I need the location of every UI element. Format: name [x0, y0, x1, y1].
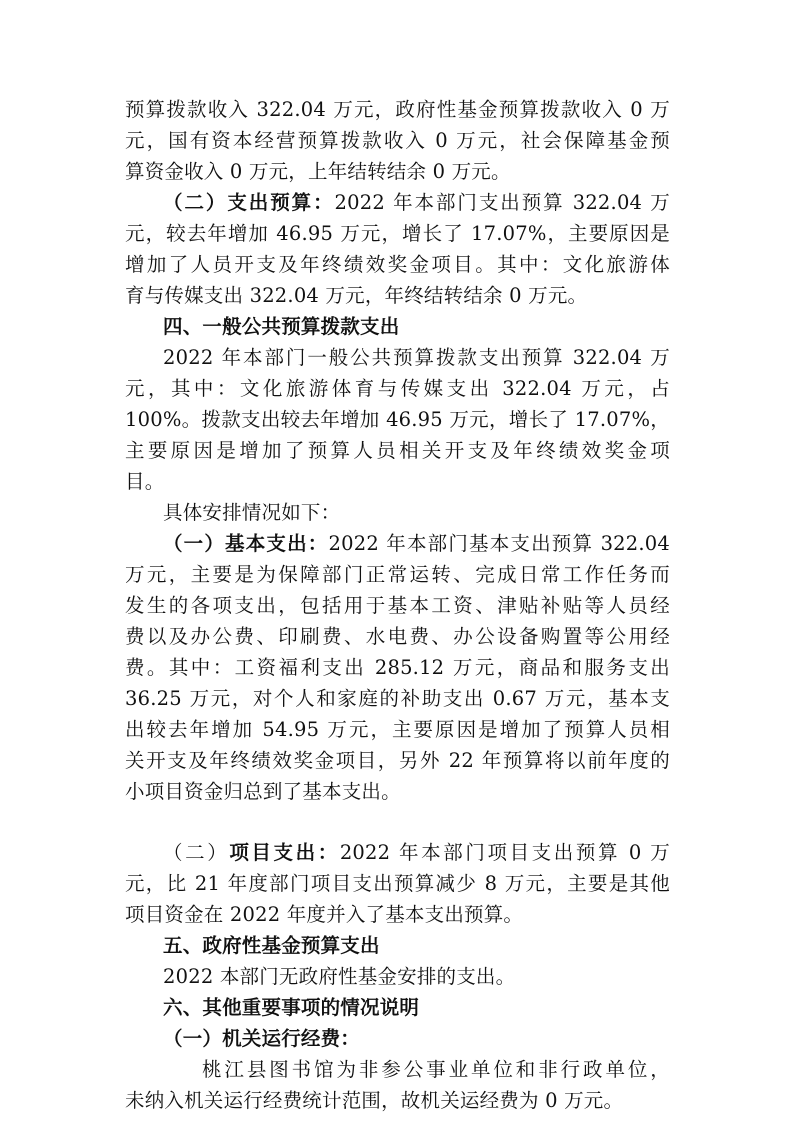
paragraph-line: 36.25 万元，对个人和家庭的补助支出 0.67 万元，基本支: [125, 687, 670, 710]
paragraph-line: 2022 本部门无政府性基金安排的支出。: [163, 965, 516, 988]
paragraph-line: 算资金收入 0 万元，上年结转结余 0 万元。: [125, 160, 511, 183]
paragraph-line: 万元，主要是为保障部门正常运转、完成日常工作任务而: [125, 563, 670, 586]
paragraph-line: 目。: [125, 470, 165, 493]
paragraph-line: 主要原因是增加了预算人员相关开支及年终绩效奖金项: [125, 439, 670, 462]
paragraph-line: 项目资金在 2022 年度并入了基本支出预算。: [125, 903, 524, 926]
subsection-heading: （一）机关运行经费：: [163, 1027, 361, 1050]
paragraph-line: 出较去年增加 54.95 万元，主要原因是增加了预算人员相: [125, 718, 670, 741]
paragraph-line: 育与传媒支出 322.04 万元，年终结转结余 0 万元。: [125, 284, 588, 307]
paragraph-line: （二）项目支出：2022 年本部门项目支出预算 0 万: [163, 841, 670, 864]
section-heading: （一）基本支出：: [163, 532, 329, 555]
section-heading: 五、政府性基金预算支出: [163, 934, 380, 957]
paragraph-line: 具体安排情况如下：: [163, 501, 341, 524]
section-heading: 六、其他重要事项的情况说明: [163, 996, 420, 1019]
paragraph-line: （一）基本支出：2022 年本部门基本支出预算 322.04: [163, 532, 670, 555]
section-heading: 项目支出：: [229, 841, 340, 864]
paragraph-line: 100%。拨款支出较去年增加 46.95 万元，增长了 17.07%，: [125, 408, 670, 431]
paragraph-line: 关开支及年终绩效奖金项目，另外 22 年预算将以前年度的: [125, 749, 670, 772]
paragraph-line: 预算拨款收入 322.04 万元，政府性基金预算拨款收入 0 万: [125, 98, 670, 121]
paragraph-line: 费。其中：工资福利支出 285.12 万元，商品和服务支出: [125, 656, 670, 679]
paragraph-line: 元，较去年增加 46.95 万元，增长了 17.07%，主要原因是: [125, 222, 670, 245]
paragraph-line: 增加了人员开支及年终绩效奖金项目。其中：文化旅游体: [125, 253, 670, 276]
section-heading: （二）支出预算：: [163, 191, 335, 214]
paragraph-line: 未纳入机关运行经费统计范围，故机关运经费为 0 万元。: [125, 1089, 624, 1112]
paragraph-line: 小项目资金归总到了基本支出。: [125, 780, 401, 803]
paragraph-line: 2022 年本部门一般公共预算拨款支出预算 322.04 万: [163, 346, 670, 369]
paragraph-line: （二）支出预算：2022 年本部门支出预算 322.04 万: [163, 191, 670, 214]
section-heading: 四、一般公共预算拨款支出: [163, 315, 400, 338]
paragraph-line: 元，国有资本经营预算拨款收入 0 万元，社会保障基金预: [125, 129, 670, 152]
paragraph-line: 发生的各项支出，包括用于基本工资、津贴补贴等人员经: [125, 594, 670, 617]
paragraph-line: 元，其中：文化旅游体育与传媒支出 322.04 万元，占: [125, 377, 670, 400]
paragraph-line: 费以及办公费、印刷费、水电费、办公设备购置等公用经: [125, 625, 670, 648]
paragraph-line: 桃江县图书馆为非参公事业单位和非行政单位，: [202, 1058, 670, 1081]
paragraph-line: 元，比 21 年度部门项目支出预算减少 8 万元，主要是其他: [125, 872, 670, 895]
